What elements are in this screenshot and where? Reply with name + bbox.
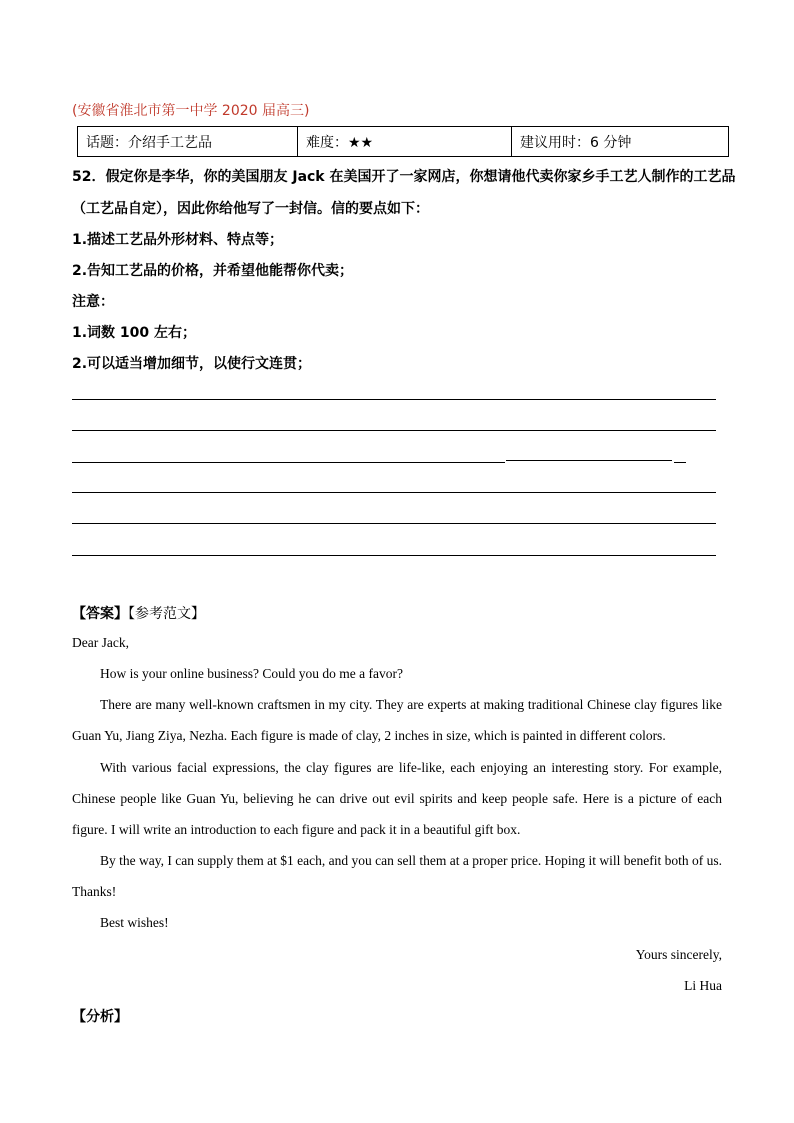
- notes-title: 注意：: [72, 294, 114, 310]
- prompt-line-1: 52．假定你是李华，你的美国朋友 Jack 在美国开了一家网店，你想请他代卖你家乡手工艺人制作的工艺品: [72, 169, 736, 185]
- prompt-point-2: 2.告知工艺品的价格，并希望他能帮你代卖；: [72, 263, 354, 279]
- writing-line[interactable]: [72, 462, 505, 463]
- letter-closing: Best wishes!: [100, 915, 169, 930]
- topic-cell: 话题：介绍手工艺品: [78, 127, 298, 157]
- prompt-point-1: 1.描述工艺品外形材料、特点等；: [72, 232, 284, 248]
- difficulty-cell: [298, 127, 512, 157]
- writing-line[interactable]: [72, 399, 716, 400]
- prompt-line-2: （工艺品自定），因此你给他写了一封信。信的要点如下：: [72, 201, 429, 217]
- writing-line-segment: [506, 460, 672, 461]
- note-1: 1.词数 100 左右；: [72, 325, 197, 341]
- source-note: (安徽省淮北市第一中学 2020 届高三): [72, 103, 310, 119]
- difficulty-stars: ★★: [348, 134, 374, 151]
- letter-paragraph-1: How is your online business? Could you do me a favor?: [100, 666, 403, 681]
- writing-line[interactable]: [72, 555, 716, 556]
- writing-line[interactable]: [72, 430, 716, 431]
- analysis-heading: 【分析】: [72, 1009, 128, 1025]
- letter-signature: Li Hua: [684, 978, 722, 993]
- letter-greeting: Dear Jack,: [72, 635, 129, 650]
- letter-paragraph-2: There are many well-known craftsmen in my city. They are experts at making traditional Chinese clay figures like Guan Yu, Jiang Ziya, Nezha. Each figure is made of clay, 2 inches in size, which is painted in different colors.: [72, 697, 722, 743]
- time-cell: 建议用时：6 分钟: [512, 127, 729, 157]
- writing-line[interactable]: [72, 523, 716, 524]
- letter-paragraph-4: By the way, I can supply them at $1 each, and you can sell them at a proper price. Hoping it will benefit both of us. Thanks!: [72, 853, 722, 899]
- writing-line-segment: [674, 462, 686, 463]
- note-2: 2.可以适当增加细节，以使行文连贯；: [72, 356, 312, 372]
- sample-label: 【参考范文】: [128, 606, 205, 622]
- letter-paragraph-3: With various facial expressions, the clay figures are life-like, each enjoying an interesting story. For example, Chinese people like Guan Yu, believing he can drive out evil spirits and keep people safe. Here is a picture of each figure. I will write an introduction to each figure and pack it in a beautiful gift box.: [72, 760, 722, 837]
- meta-table: [77, 126, 729, 157]
- answer-heading: [72, 603, 205, 623]
- letter-signoff: Yours sincerely,: [635, 947, 722, 962]
- difficulty-label: 难度：: [306, 134, 348, 151]
- answer-label: 【答案】: [72, 606, 128, 622]
- writing-line[interactable]: [72, 492, 716, 493]
